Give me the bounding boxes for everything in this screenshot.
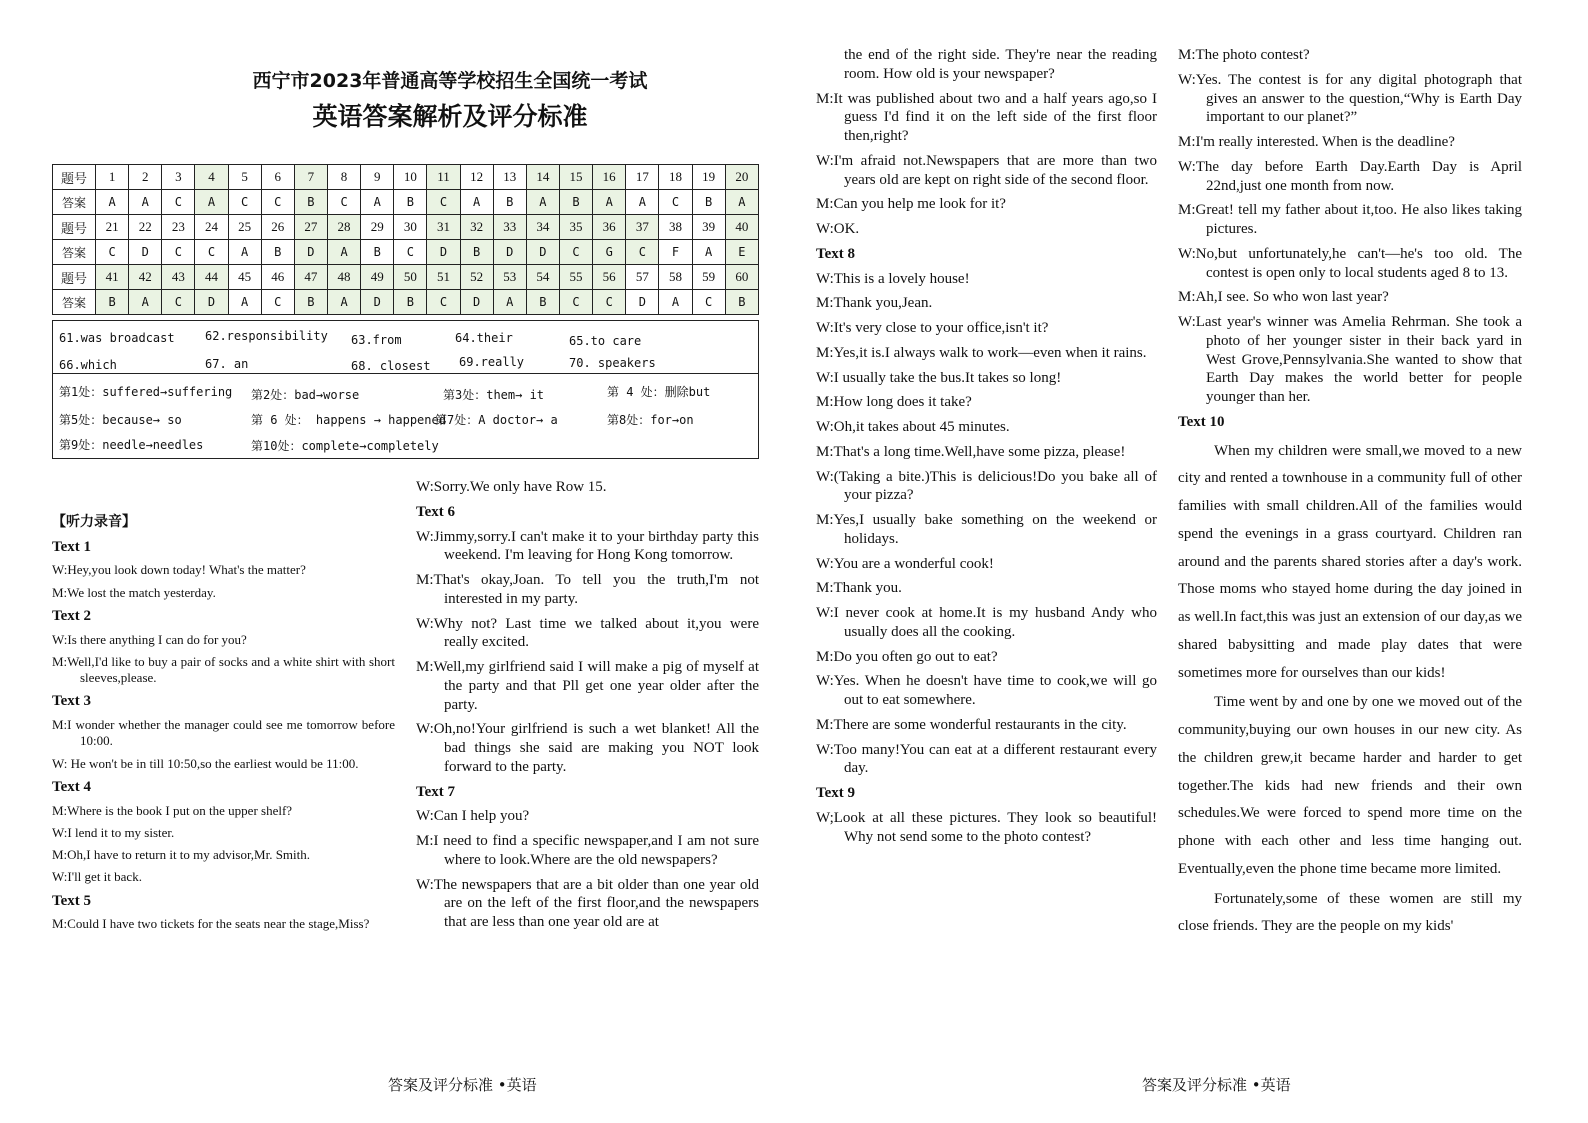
dialogue-line: W:Hey,you look down today! What's the matter? <box>52 562 306 578</box>
dialogue-line: W;Look at all these pictures. They look so beautiful! Why not send some to the photo contest? <box>816 809 1157 845</box>
question-number: 25 <box>228 215 261 240</box>
listening-column-1 <box>52 514 395 939</box>
dialogue-line: M:Ah,I see. So who won last year? <box>1178 289 1389 306</box>
answer-cell: C <box>162 190 195 215</box>
dialogue-line: W:Last year's winner was Amelia Rehrman. She took a photo of her younger sister in their back yard in West Grove,Pennsylvania.She wanted to show that Earth Day makes the world better for people younger than her. <box>1178 314 1522 405</box>
footer-right: 答案及评分标准 •英语 <box>1142 1076 1291 1094</box>
question-number: 50 <box>394 265 427 290</box>
answer-cell: D <box>626 290 659 315</box>
answer-cell: A <box>361 190 394 215</box>
question-number: 19 <box>692 165 725 190</box>
text-heading: Text 6 <box>416 503 456 520</box>
text-heading: Text 4 <box>52 778 92 795</box>
question-number: 21 <box>96 215 129 240</box>
dialogue-line: W:Sorry.We only have Row 15. <box>416 479 607 495</box>
answer-cell: A <box>129 190 162 215</box>
text-heading: Text 7 <box>416 783 456 800</box>
fill-answer: 61.was broadcast <box>59 331 175 345</box>
question-number: 17 <box>626 165 659 190</box>
exam-title: 西宁市2023年普通高等学校招生全国统一考试 <box>252 70 648 92</box>
passage-paragraph: When my children were small,we moved to a new city and rented a townhouse in a community full of other families with small children.All of the families would spend the evenings in a grass courtyard. Children ran around and the parents shared stories after a day's work. Those moms who stayed home during the day joined in as well.In fact,this was just an extension of our day,as we shared babysitting and made play dates that were sometimes more for ourselves than our kids! <box>1178 442 1522 681</box>
correction-item: 第 4 处：删除but <box>607 385 711 399</box>
correction-item: 第3处：them→ it <box>443 388 545 402</box>
answer-cell: B <box>460 240 493 265</box>
dialogue-line: W:Oh,no!Your girlfriend is such a wet blanket! All the bad things she said are making you NOT look forward to the party. <box>416 721 759 775</box>
answer-cell: C <box>394 240 427 265</box>
answer-cell: C <box>195 240 228 265</box>
question-number: 32 <box>460 215 493 240</box>
question-number: 33 <box>493 215 526 240</box>
correction-item: 第9处：needle→needles <box>59 438 204 452</box>
answer-cell: A <box>593 190 626 215</box>
text-heading: Text 3 <box>52 693 92 710</box>
dialogue-line: M:Oh,I have to return it to my advisor,Mr. Smith. <box>52 847 311 862</box>
question-number: 20 <box>725 165 758 190</box>
question-number: 3 <box>162 165 195 190</box>
correction-item: 第8处：for→on <box>607 413 694 427</box>
answer-cell: C <box>327 190 360 215</box>
question-number: 1 <box>96 165 129 190</box>
question-number: 29 <box>361 215 394 240</box>
answer-cell: B <box>394 290 427 315</box>
dialogue-line: W:Yes. The contest is for any digital photograph that gives an answer to the question,“Why is Earth Day important to our planet?” <box>1178 71 1522 126</box>
dialogue-line: W:Why not? Last time we talked about it,you were really excited. <box>416 615 759 651</box>
answer-cell: A <box>327 240 360 265</box>
answer-cell: C <box>427 190 460 215</box>
text-heading: Text 10 <box>1178 413 1225 430</box>
dialogue-line: M:I wonder whether the manager could see me tomorrow before 10:00. <box>52 717 395 749</box>
page-subtitle: 英语答案解析及评分标准 <box>312 102 588 131</box>
answer-cell: B <box>361 240 394 265</box>
dialogue-line: W:It's very close to your office,isn't it? <box>816 320 1049 336</box>
answer-cell: B <box>493 190 526 215</box>
fill-answer: 69.really <box>459 355 525 369</box>
question-number: 13 <box>493 165 526 190</box>
answer-cell: C <box>261 190 294 215</box>
question-number: 48 <box>327 265 360 290</box>
answer-cell: A <box>725 190 758 215</box>
question-number: 38 <box>659 215 692 240</box>
dialogue-line: W:Jimmy,sorry.I can't make it to your birthday party this weekend. I'm leaving for Hong Kong tomorrow. <box>416 528 759 564</box>
question-number: 24 <box>195 215 228 240</box>
text-heading: Text 9 <box>816 785 856 801</box>
row-label: 答案 <box>53 190 96 215</box>
answer-cell: A <box>327 290 360 315</box>
dialogue-line: W:(Taking a bite.)This is delicious!Do you bake all of your pizza? <box>816 468 1157 504</box>
text-heading: Text 8 <box>816 245 856 262</box>
text-heading: Text 2 <box>52 607 92 624</box>
listening-column-3 <box>816 46 1157 852</box>
question-number: 28 <box>327 215 360 240</box>
question-number: 52 <box>460 265 493 290</box>
question-number: 54 <box>526 265 559 290</box>
fill-answer: 62.responsibility <box>205 329 328 343</box>
question-number: 16 <box>593 165 626 190</box>
dialogue-line: W:Is there anything I can do for you? <box>52 631 247 647</box>
dialogue-line: W:I usually take the bus.It takes so long! <box>816 369 1062 386</box>
question-number: 60 <box>725 265 758 290</box>
question-number: 11 <box>427 165 460 190</box>
row-label: 题号 <box>53 215 96 240</box>
row-label: 题号 <box>53 265 96 290</box>
question-number: 37 <box>626 215 659 240</box>
answer-cell: D <box>460 290 493 315</box>
question-number: 43 <box>162 265 195 290</box>
answer-cell: D <box>361 290 394 315</box>
fill-answer: 68. closest <box>351 359 431 373</box>
listening-column-2 <box>416 478 759 938</box>
text-heading: Text 5 <box>52 892 92 909</box>
question-number: 57 <box>626 265 659 290</box>
answer-cell: D <box>526 240 559 265</box>
question-number: 2 <box>129 165 162 190</box>
answer-cell: B <box>394 190 427 215</box>
question-number: 39 <box>692 215 725 240</box>
correction-item: 第1处：suffered→suffering <box>59 385 233 399</box>
answer-cell: C <box>659 190 692 215</box>
dialogue-line: M:Well,my girlfriend said I will make a pig of myself at the party and that Pll get one year older after the party. <box>416 659 759 713</box>
answer-cell: C <box>162 290 195 315</box>
question-number: 56 <box>593 265 626 290</box>
question-number: 35 <box>559 215 592 240</box>
dialogue-line: M:How long does it take? <box>816 394 972 411</box>
row-label: 答案 <box>53 290 96 315</box>
question-number: 7 <box>294 165 327 190</box>
footer-left: 答案及评分标准 •英语 <box>388 1076 537 1094</box>
answer-cell: C <box>427 290 460 315</box>
answer-cell: C <box>626 240 659 265</box>
answer-cell: C <box>559 290 592 315</box>
question-number: 47 <box>294 265 327 290</box>
correction-box <box>52 373 759 459</box>
answer-cell: F <box>659 240 692 265</box>
answer-cell: B <box>692 190 725 215</box>
question-number: 30 <box>394 215 427 240</box>
question-number: 6 <box>261 165 294 190</box>
text-heading: Text 1 <box>52 538 92 555</box>
dialogue-line: M:Do you often go out to eat? <box>816 648 998 665</box>
answer-cell: B <box>559 190 592 215</box>
dialogue-line: M:Thank you,Jean. <box>816 295 933 312</box>
question-number: 31 <box>427 215 460 240</box>
question-number: 59 <box>692 265 725 290</box>
dialogue-line: W:The newspapers that are a bit older than one year old are on the left of the first floor,and the newspapers that are less than one year old are at <box>416 876 759 930</box>
dialogue-line: W:This is a lovely house! <box>816 270 970 287</box>
dialogue-line: W:Yes. When he doesn't have time to cook,we will go out to eat somewhere. <box>816 673 1157 708</box>
answer-cell: A <box>129 290 162 315</box>
answer-cell: A <box>659 290 692 315</box>
dialogue-line: M:That's okay,Joan. To tell you the truth,I'm not interested in my party. <box>416 572 759 607</box>
dialogue-line: W:I lend it to my sister. <box>52 824 175 840</box>
fill-answers-box <box>52 320 759 374</box>
row-label: 答案 <box>53 240 96 265</box>
question-number: 23 <box>162 215 195 240</box>
dialogue-line: W:I'm afraid not.Newspapers that are more than two years old are kept on right side of the second floor. <box>816 152 1157 188</box>
question-number: 40 <box>725 215 758 240</box>
answer-cell: A <box>692 240 725 265</box>
fill-answer: 64.their <box>455 331 513 345</box>
question-number: 49 <box>361 265 394 290</box>
question-number: 27 <box>294 215 327 240</box>
question-number: 53 <box>493 265 526 290</box>
passage-paragraph: Time went by and one by one we moved out of the community,buying our own houses in our new city. As the children grew,it became harder and harder to get together.The kids had new friends and their own schedules.We were forced to spend more time on the phone with each other and less time hanging out. Eventually,even the phone time became more limited. <box>1178 694 1522 877</box>
answer-cell: A <box>626 190 659 215</box>
dialogue-line: M:The photo contest? <box>1178 47 1310 63</box>
question-number: 58 <box>659 265 692 290</box>
answer-table <box>52 164 759 315</box>
dialogue-line: M:I need to find a specific newspaper,and I am not sure where to look.Where are the old newspapers? <box>416 833 759 868</box>
fill-answer: 66.which <box>59 358 117 372</box>
dialogue-line: W:I'll get it back. <box>52 869 142 885</box>
dialogue-line: W:Too many!You can eat at a different restaurant every day. <box>816 741 1157 777</box>
correction-item: 第5处：because→ so <box>59 413 182 427</box>
dialogue-line: W: He won't be in till 10:50,so the earliest would be 11:00. <box>52 755 359 771</box>
question-number: 51 <box>427 265 460 290</box>
fill-answer: 67. an <box>205 357 249 371</box>
question-number: 9 <box>361 165 394 190</box>
answer-cell: D <box>427 240 460 265</box>
question-number: 14 <box>526 165 559 190</box>
fill-answer: 65.to care <box>569 334 642 348</box>
answer-cell: E <box>725 240 758 265</box>
answer-cell: D <box>195 290 228 315</box>
answer-cell: B <box>294 290 327 315</box>
answer-cell: B <box>294 190 327 215</box>
dialogue-line: M:That's a long time.Well,have some pizza, please! <box>816 443 1126 460</box>
answer-cell: B <box>526 290 559 315</box>
question-number: 46 <box>261 265 294 290</box>
question-number: 8 <box>327 165 360 190</box>
answer-cell: A <box>228 290 261 315</box>
question-number: 26 <box>261 215 294 240</box>
dialogue-line: M:We lost the match yesterday. <box>52 584 216 600</box>
answer-cell: B <box>261 240 294 265</box>
question-number: 22 <box>129 215 162 240</box>
correction-item: 第7处：A doctor→ a <box>435 413 558 427</box>
question-number: 44 <box>195 265 228 290</box>
dialogue-line: W:No,but unfortunately,he can't—he's too old. The contest is open only to local students aged 8 to 13. <box>1178 245 1522 281</box>
answer-cell: D <box>294 240 327 265</box>
dialogue-line: W:Can I help you? <box>416 808 530 825</box>
question-number: 18 <box>659 165 692 190</box>
dialogue-line: W:OK. <box>816 221 860 237</box>
answer-cell: A <box>460 190 493 215</box>
question-number: 41 <box>96 265 129 290</box>
dialogue-line: M:There are some wonderful restaurants in the city. <box>816 716 1127 733</box>
answer-cell: C <box>228 190 261 215</box>
dialogue-line: M:Yes,I usually bake something on the weekend or holidays. <box>816 512 1157 547</box>
row-label: 题号 <box>53 165 96 190</box>
question-number: 12 <box>460 165 493 190</box>
answer-cell: A <box>228 240 261 265</box>
dialogue-line: W:The day before Earth Day.Earth Day is April 22nd,just one month from now. <box>1178 158 1522 194</box>
question-number: 36 <box>593 215 626 240</box>
correction-item: 第 6 处： happens → happened <box>251 413 446 427</box>
dialogue-line: W:Oh,it takes about 45 minutes. <box>816 419 1010 435</box>
question-number: 55 <box>559 265 592 290</box>
fill-answer: 63.from <box>351 333 402 347</box>
question-number: 10 <box>394 165 427 190</box>
answer-cell: C <box>96 240 129 265</box>
dialogue-line: M:Yes,it is.I always walk to work—even when it rains. <box>816 344 1147 361</box>
answer-cell: B <box>96 290 129 315</box>
answer-cell: C <box>261 290 294 315</box>
answer-cell: B <box>725 290 758 315</box>
dialogue-line: M:Could I have two tickets for the seats near the stage,Miss? <box>52 916 370 932</box>
answer-cell: A <box>526 190 559 215</box>
passage-paragraph: Fortunately,some of these women are still my close friends. They are the people on my kids' <box>1178 890 1522 935</box>
answer-cell: C <box>692 290 725 315</box>
correction-item: 第10处：complete→completely <box>251 439 439 453</box>
question-number: 5 <box>228 165 261 190</box>
answer-cell: G <box>593 240 626 265</box>
dialogue-line: M:Great! tell my father about it,too. He also likes taking pictures. <box>1178 202 1522 237</box>
answer-cell: C <box>162 240 195 265</box>
answer-cell: A <box>96 190 129 215</box>
question-number: 15 <box>559 165 592 190</box>
listening-section-title: 【听力录音】 <box>52 514 136 530</box>
dialogue-line: W:I never cook at home.It is my husband Andy who usually does all the cooking. <box>816 605 1157 640</box>
answer-cell: C <box>593 290 626 315</box>
dialogue-line: the end of the right side. They're near the reading room. How old is your newspaper? <box>844 47 1157 82</box>
answer-cell: A <box>195 190 228 215</box>
listening-column-4 <box>1178 46 1522 943</box>
fill-answer: 70. speakers <box>569 356 656 370</box>
dialogue-line: M:It was published about two and a half years ago,so I guess I'd find it on the left side of the first floor then,right? <box>816 90 1157 144</box>
question-number: 45 <box>228 265 261 290</box>
dialogue-line: M:Thank you. <box>816 580 902 597</box>
answer-cell: D <box>493 240 526 265</box>
question-number: 4 <box>195 165 228 190</box>
answer-cell: A <box>493 290 526 315</box>
answer-cell: D <box>129 240 162 265</box>
dialogue-line: M:Where is the book I put on the upper shelf? <box>52 802 293 818</box>
answer-cell: C <box>559 240 592 265</box>
dialogue-line: M:I'm really interested. When is the deadline? <box>1178 134 1455 150</box>
correction-item: 第2处：bad→worse <box>251 388 360 402</box>
dialogue-line: W:You are a wonderful cook! <box>816 555 994 572</box>
question-number: 42 <box>129 265 162 290</box>
dialogue-line: M:Can you help me look for it? <box>816 196 1006 213</box>
question-number: 34 <box>526 215 559 240</box>
dialogue-line: M:Well,I'd like to buy a pair of socks and a white shirt with short sleeves,please. <box>52 653 395 685</box>
